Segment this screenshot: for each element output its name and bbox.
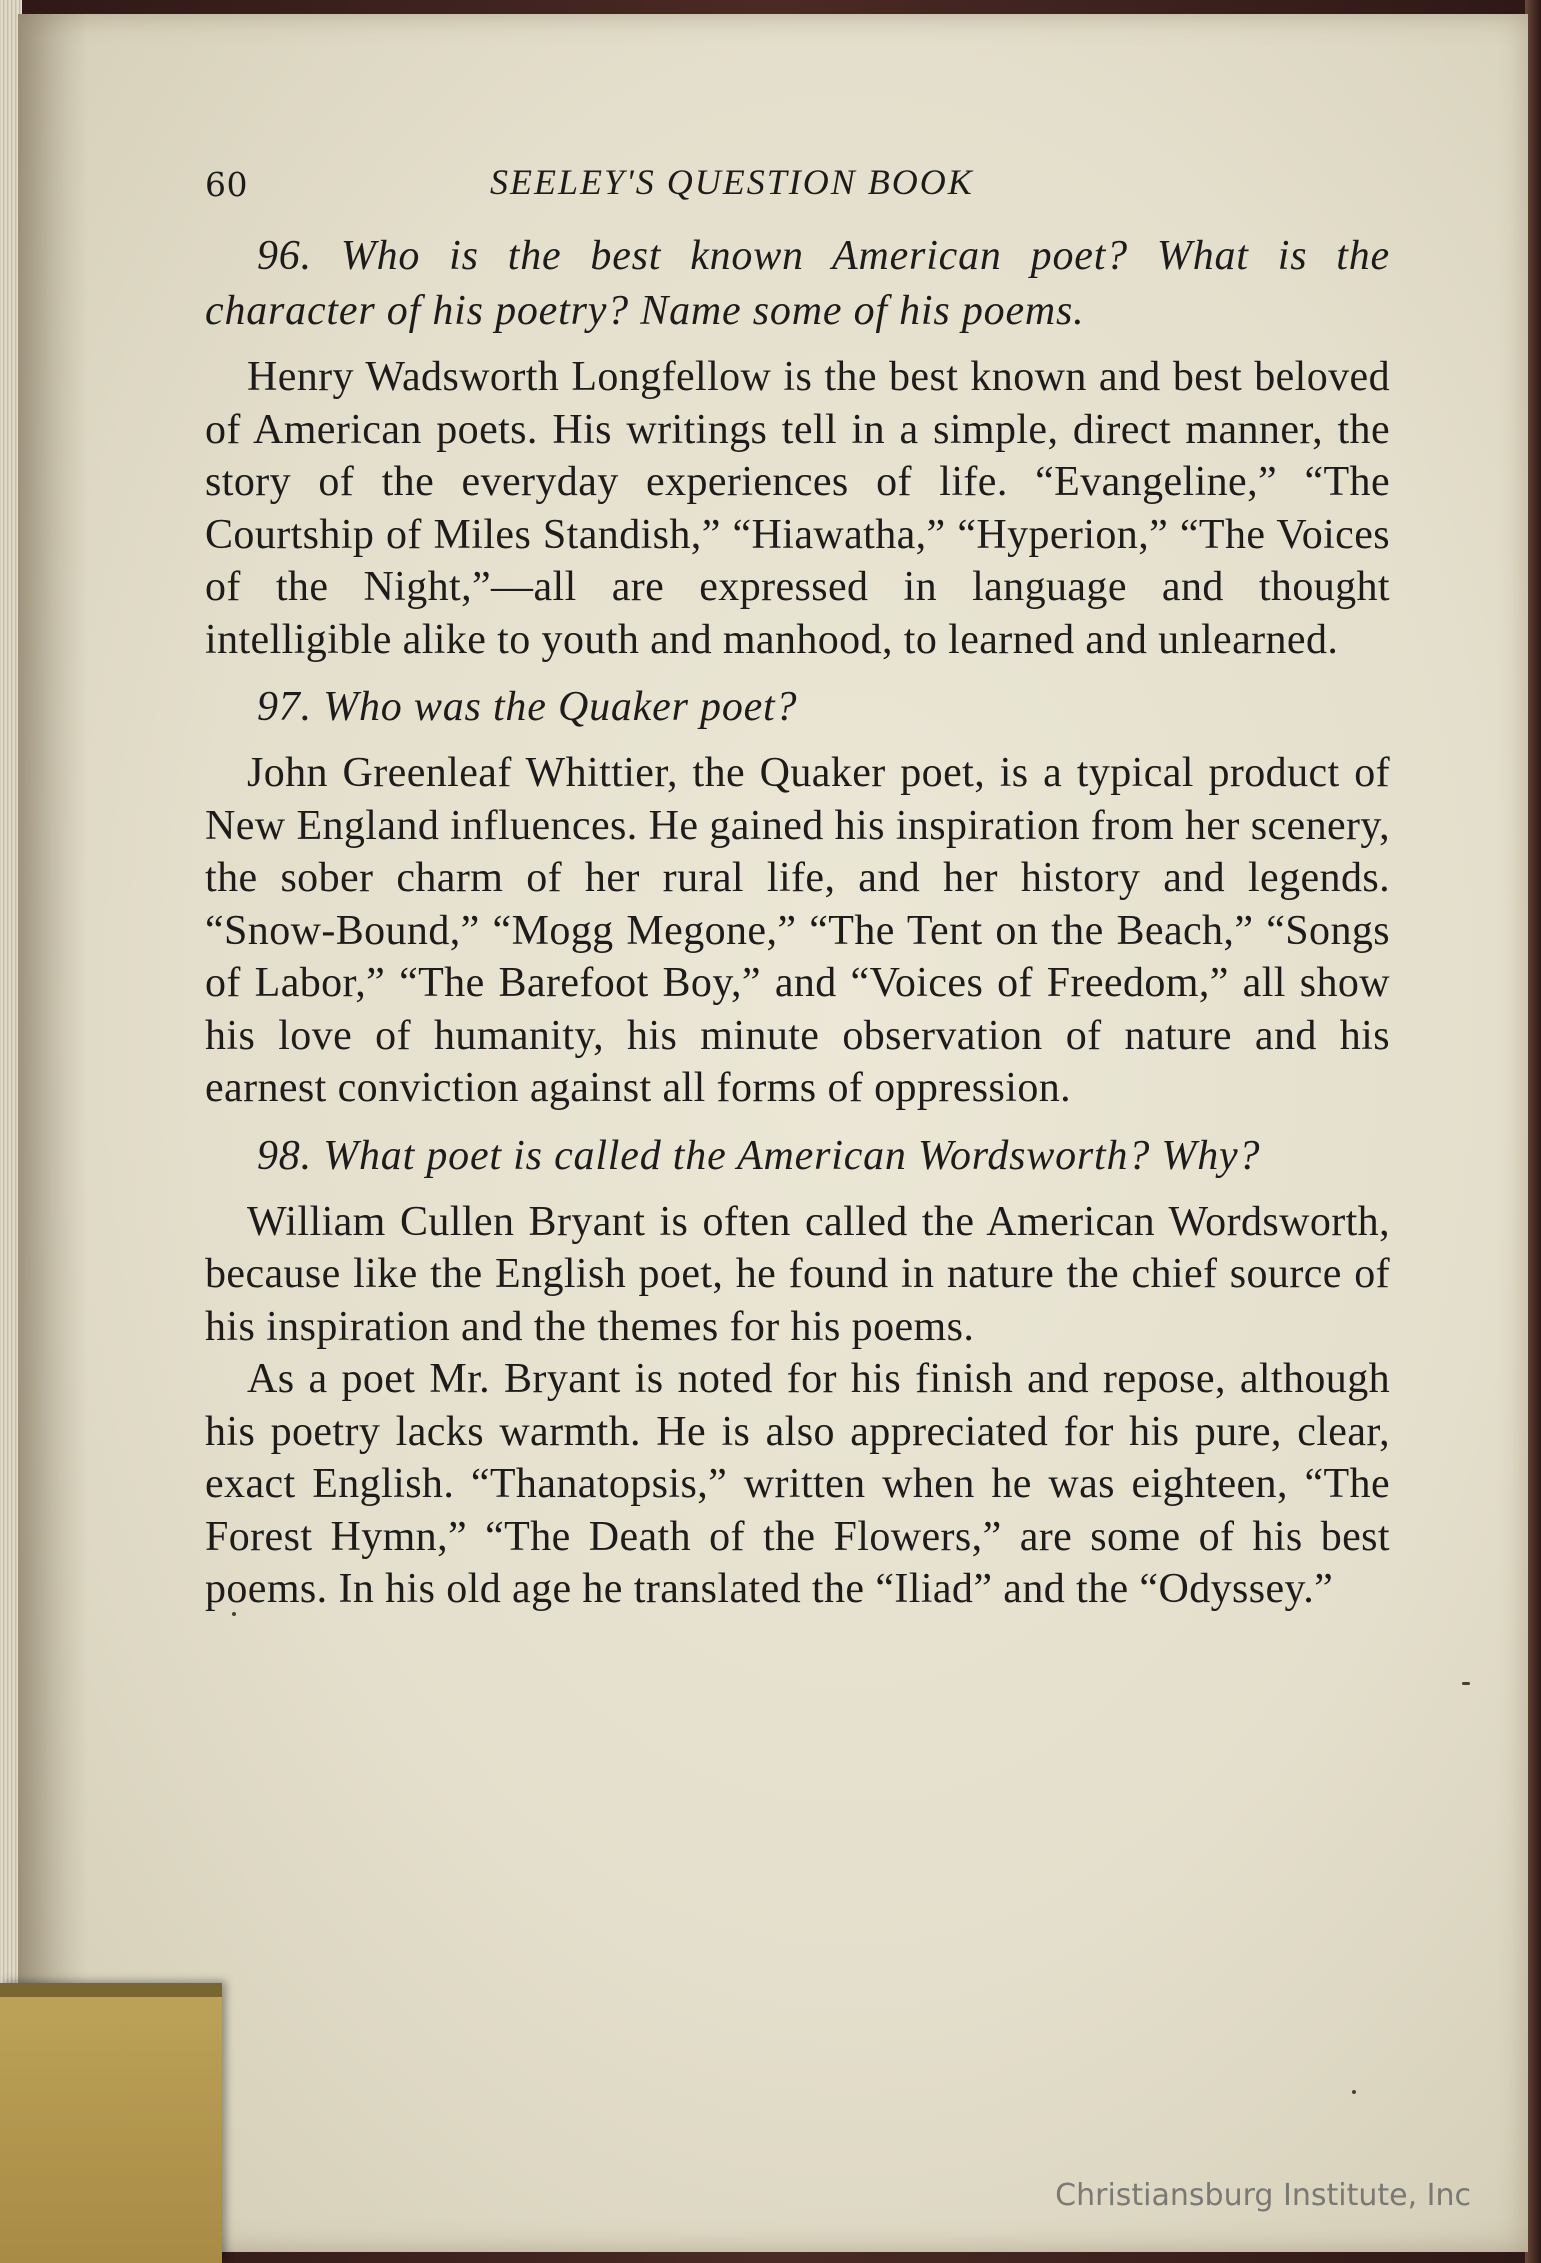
question-96: 96. Who is the best known American poet? What is the character of his poetry? Name some of his poems. — [205, 233, 1390, 334]
answer-98-paragraph-1: William Cullen Bryant is often called the American Wordsworth, because like the English poet, he found in nature the chief source of his inspiration and the themes for his poems. — [205, 1198, 1390, 1350]
answer-96-paragraph: Henry Wadsworth Longfellow is the best known and best beloved of American poets. His writings tell in a simple, direct manner, the story of the everyday experiences of life. “Evangeline,” “The Courtship of Miles Standish,” “Hiawatha,” “Hyperion,” “The Voices of the Night,”—all are expressed in language and thought intelligible alike to youth and manhood, to learned and unlearned. — [205, 354, 1390, 663]
running-title: SEELEY'S QUESTION BOOK — [490, 162, 974, 202]
question-98-block — [205, 1129, 1390, 1616]
question-97-block — [205, 680, 1390, 1115]
answer-98-paragraph-2: As a poet Mr. Bryant is noted for his finish and repose, although his poetry lacks warmth. He is also appreciated for his pure, clear, exact English. “Thanatopsis,” written when he was eighteen, “The Forest Hymn,” “The Death of the Flowers,” are some of his best poems. In his old age he translated the “Iliad” and the “Odyssey.” — [205, 1356, 1390, 1612]
watermark: Christiansburg Institute, Inc — [1055, 2178, 1471, 2213]
question-96-block — [205, 229, 1390, 666]
spine-shadow — [18, 14, 88, 2252]
page-text-block — [205, 155, 1390, 1630]
bookmark-slip-edge — [0, 1983, 222, 1997]
question-98: 98. What poet is called the American Wordsworth? Why? — [257, 1132, 1261, 1179]
bookmark-slip — [0, 1983, 222, 2263]
paper-speck — [1462, 1682, 1470, 1685]
page-number: 60 — [205, 165, 248, 204]
answer-97-paragraph: John Greenleaf Whittier, the Quaker poet, is a typical product of New England influences. He gained his inspiration from her scenery, the sober charm of her rural life, and her history and legends. “Snow-Bound,” “Mogg Megone,” “The Tent on the Beach,” “Songs of Labor,” “The Barefoot Boy,” and “Voices of Freedom,” all show his love of humanity, his minute observation of nature and his earnest conviction against all forms of oppression. — [205, 750, 1390, 1111]
running-head — [205, 155, 1390, 205]
question-97: 97. Who was the Quaker poet? — [257, 684, 798, 730]
paper-speck — [1352, 2090, 1356, 2094]
